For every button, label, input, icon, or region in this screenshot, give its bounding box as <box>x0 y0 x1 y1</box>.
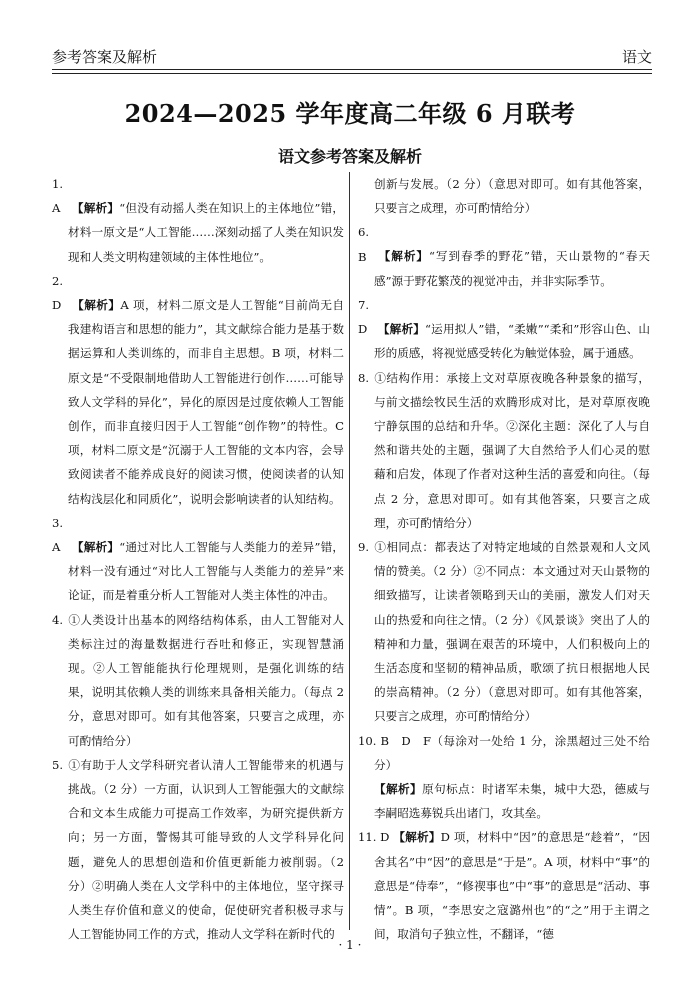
item-text: “通过对比人工智能与人类能力的差异”错，材料一没有通过“对比人工智能与人类能力的差异”来论证，而是着重分析人工智能对人类主体性的冲击。 <box>68 540 345 603</box>
right-column <box>358 172 650 947</box>
analysis-tag: 【解析】 <box>378 249 429 264</box>
item-number: 11. D <box>358 830 390 845</box>
item-text: ①相同点：都表达了对特定地域的自然景观和人文风情的赞美。（2 分）②不同点：本文通过对天山景物的细致描写，让读者领略到天山的美丽，激发人们对天山的热爱和向往之情。（2 分）《风景谈》突出了人的精神和力量，强调在艰苦的环境中，人们积极向上的生活态度和坚韧的精神品质，歌颂了抗日根据地人民的崇高精神。（2 分）（意思对即可。如有其他答案，只要言之成理，亦可酌情给分） <box>374 540 650 724</box>
item-text: 原句标点：时诸军未集，城中大恐，德威与李嗣昭选募锐兵出诸门，攻其垒。 <box>374 782 650 821</box>
answer-item <box>358 220 650 293</box>
answer-item <box>358 729 650 777</box>
answer-item <box>358 293 650 366</box>
answer-item <box>52 511 344 608</box>
column-divider <box>349 172 350 930</box>
item-number: 3. A <box>52 515 64 555</box>
answer-item <box>52 269 344 511</box>
header-rule-thin <box>52 73 652 74</box>
answer-item <box>52 608 344 753</box>
item-number: 1. A <box>52 177 64 216</box>
continued-text: 创新与发展。（2 分）（意思对即可。如有其他答案，只要言之成理，亦可酌情给分） <box>374 177 650 216</box>
header-subject-label: 语文 <box>621 48 652 66</box>
item-text: “写到春季的野花”错，天山景物的“春天感”源于野花繁茂的视觉冲击，并非实际季节。 <box>374 249 650 288</box>
answer-item <box>358 366 650 535</box>
page-title: 2024—2025 学年度高二年级 6 月联考 <box>124 99 576 128</box>
analysis-tag: 【解析】 <box>377 322 426 337</box>
item-number: 2. D <box>52 273 64 313</box>
item-number: 8. <box>358 370 370 385</box>
page-header <box>52 40 652 68</box>
item-text: “但没有动摇人类在知识上的主体地位”错，材料一原文是“人工智能……深刻动摇了人类在知识发现和人类文明构建领域的主体性地位”。 <box>68 201 345 264</box>
header-rule-thick <box>52 69 652 70</box>
analysis-tag: 【解析】 <box>374 782 423 797</box>
analysis-tag: 【解析】 <box>71 540 120 555</box>
item-text: ①结构作用：承接上文对草原夜晚各种景象的描写，与前文描绘牧民生活的欢腾形成对比，是对草原夜晚宁静氛围的总结和升华。②深化主题：深化了人与自然和谐共处的主题，强调了大自然给予人们心灵的慰藉和启发，体现了作者对这种生活的喜爱和向往。（每点 2 分，意思对即可。如有其他答案，只要言之成理，亦可酌情给分） <box>374 370 650 530</box>
item-number: 5. <box>52 757 64 772</box>
item-text: ①有助于人文学科研究者认清人工智能带来的机遇与挑战。（2 分）一方面，认识到人工智能强大的文献综合和文本生成能力可提高工作效率，为研究提供新方向；另一方面，警惕其可能导致的人文学科异化问题，避免人的思想创造和价值更新能力被削弱。（2 分）②明确人类在人文学科中的主体地位，坚守探寻人类生存价值和意义的使命，促使研究者积极寻求与人工智能协同工作的方式，推动人文学科在新时代的 <box>68 757 344 942</box>
item-text: ①人类设计出基本的网络结构体系，由人工智能对人类标注过的海量数据进行吞吐和修正，实现智慧涌现。②人工智能能执行伦理规则，是强化训练的结果，说明其依赖人类的训练来具备相关能力。（每点 2 分，意思对即可。如有其他答案，只要言之成理，亦可酌情给分） <box>68 612 344 748</box>
item-text: D 项，材料中“因”的意思是“趁着”，“因舍其名”中“因”的意思是“于是”。A 项，材料中“事”的意思是“侍奉”，“修禊事也”中“事”的意思是“活动、事情”。B 项，“李思安之寇潞州也”的“之”用于主谓之间，取消句子独立性，不翻译，“德 <box>374 830 650 942</box>
item-number: 6. B <box>358 225 370 264</box>
item-number: 9. <box>358 540 370 555</box>
left-column <box>52 172 344 947</box>
item-text: A 项，材料二原文是人工智能“目前尚无自我建构语言和思想的能力”，其文献综合能力是基于数据运算和人类训练的，而非自主思想。B 项，材料二原文是“不受限制地借助人工智能进行创作……可能导致人文学科的异化”，异化的原因是过度依赖人工智能创作，而非直接归因于人工智能“创作物”的特性。C 项，材料二原文是“沉溺于人工智能的文本内容，会导致阅读者不能养成良好的阅读习惯，使阅读者的认知结构浅层化和同质化”，说明会影响读者的认知结构。 <box>68 298 344 506</box>
item-text: （每涂对一处给 1 分，涂黑超过三处不给分） <box>374 733 651 772</box>
header-left-label: 参考答案及解析 <box>52 48 158 66</box>
analysis-tag: 【解析】 <box>72 298 121 313</box>
item-number: 4. <box>52 612 64 627</box>
answer-item <box>52 172 344 269</box>
answer-item <box>52 753 344 947</box>
page-subtitle: 语文参考答案及解析 <box>277 147 422 166</box>
answer-item <box>358 825 650 946</box>
item-text: “运用拟人”错，“柔嫩”“柔和”形容山色、山形的质感，将视觉感受转化为触觉体验，属于通感。 <box>374 322 650 361</box>
item-number: 10. B D F <box>358 733 432 748</box>
item-number: 7. D <box>358 298 370 337</box>
analysis-tag: 【解析】 <box>393 830 441 845</box>
analysis-tag: 【解析】 <box>71 201 120 216</box>
analysis-block <box>358 777 650 825</box>
answer-item <box>358 535 650 729</box>
page-number: · 1 · <box>338 938 362 952</box>
